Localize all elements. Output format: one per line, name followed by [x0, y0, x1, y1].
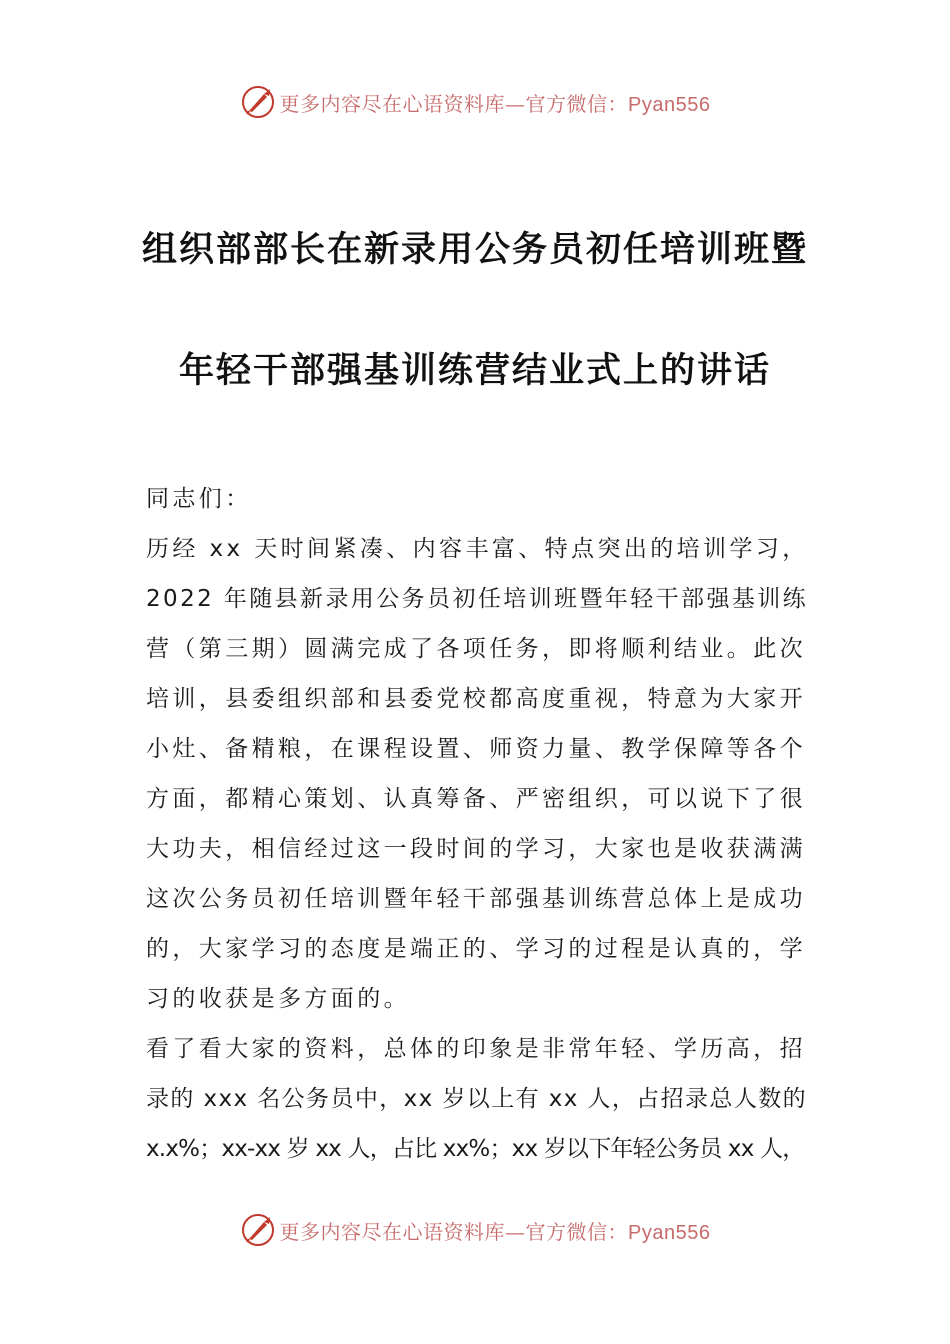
banner-text: 更多内容尽在心语资料库—官方微信：Pyan556	[279, 1219, 711, 1244]
pen-feather-icon	[240, 84, 276, 120]
footer-banner	[0, 1210, 950, 1250]
body-line: 习的收获是多方面的。	[146, 986, 410, 1012]
wechat-id: Pyan556	[628, 1221, 711, 1244]
wechat-id: Pyan556	[628, 93, 711, 116]
body-line: 营（第三期）圆满完成了各项任务，即将顺利结业。此次	[146, 636, 806, 662]
body-line: 大功夫，相信经过这一段时间的学习，大家也是收获满满	[146, 836, 806, 862]
body-line: 方面，都精心策划、认真筹备、严密组织，可以说下了很	[146, 786, 806, 812]
pen-feather-icon	[240, 1212, 276, 1248]
body-line: 录的 xxx 名公务员中，xx 岁以上有 xx 人，占招录总人数的	[146, 1086, 808, 1112]
body-line: 2022 年随县新录用公务员初任培训班暨年轻干部强基训练	[146, 586, 809, 612]
body-line: 培训，县委组织部和县委党校都高度重视，特意为大家开	[146, 686, 806, 712]
body-line: x.x%；xx-xx 岁 xx 人，占比 xx%；xx 岁以下年轻公务员 xx 人，	[146, 1136, 805, 1162]
body-line: 这次公务员初任培训暨年轻干部强基训练营总体上是成功	[146, 886, 806, 912]
body-line: 同志们：	[146, 486, 252, 512]
banner-text: 更多内容尽在心语资料库—官方微信：Pyan556	[279, 91, 711, 116]
body-line: 的，大家学习的态度是端正的、学习的过程是认真的，学	[146, 936, 806, 962]
body-line: 历经 xx 天时间紧凑、内容丰富、特点突出的培训学习，	[146, 536, 809, 562]
page-title-line-1: 组织部部长在新录用公务员初任培训班暨	[141, 230, 808, 270]
body-line: 小灶、备精粮，在课程设置、师资力量、教学保障等各个	[146, 736, 806, 762]
header-banner	[0, 82, 950, 122]
page-title-line-2: 年轻干部强基训练营结业式上的讲话	[178, 351, 771, 391]
body-line: 看了看大家的资料，总体的印象是非常年轻、学历高，招	[146, 1036, 806, 1062]
